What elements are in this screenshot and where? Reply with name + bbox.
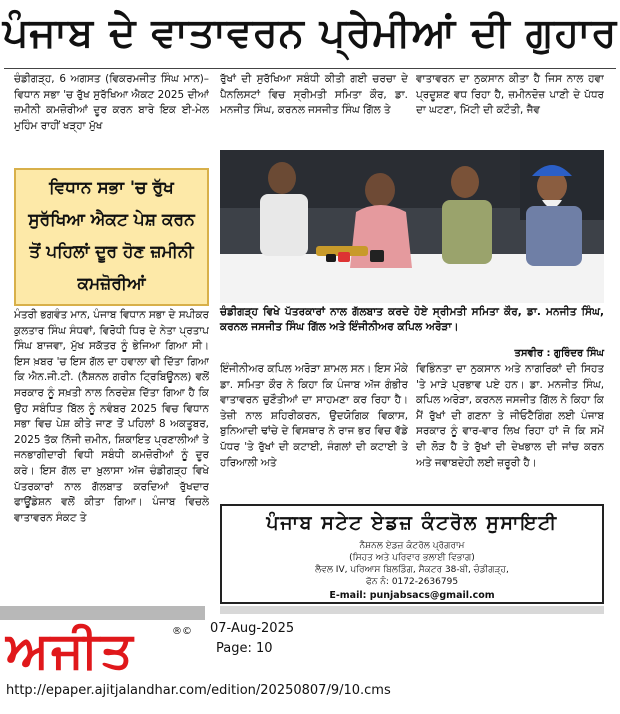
ad-phone: ਫੋਨ ਨੰ: 0172-2636795: [365, 577, 459, 587]
article-col1-bottom: ਮੰਤਰੀ ਭਗਵੰਤ ਮਾਨ, ਪੰਜਾਬ ਵਿਧਾਨ ਸਭਾ ਦੇ ਸਪੀਕਰ ਕੁਲਤਾਰ ਸਿੰਘ ਸੰਧਵਾਂ, ਵਿਰੋਧੀ ਧਿਰ ਦੇ ਨੇਤਾ ਪ੍ਰਤਾਪ ਸਿੰਘ ਬਾਜਵਾ, ਮੁੱਖ ਸਕੱਤਰ ਨੂੰ ਭੇਜਿਆ ਗਿਆ ਸੀ। ਇਸ ਖ਼ਬਰ 'ਚ ਇਸ ਗੱਲ ਦਾ ਹਵਾਲਾ ਵੀ ਦਿੱਤਾ ਗਿਆ ਕਿ ਐਨ.ਜੀ.ਟੀ. (ਨੈਸ਼ਨਲ ਗਰੀਨ ਟ੍ਰਿਬਿਊਨਲ) ਵਲੋਂ ਸਰਕਾਰ ਨੂੰ ਸਖ਼ਤੀ ਨਾਲ ਨਿਰਦੇਸ਼ ਦਿੱਤਾ ਗਿਆ ਹੈ ਕਿ ਉਹ ਸਬੰਧਿਤ ਬਿੱਲ ਨੂੰ ਨਵੰਬਰ 2025 ਵਿਚ ਵਿਧਾਨ ਸਭਾ ਵਿਚ ਪੇਸ਼ ਕੀਤੇ ਜਾਣ ਤੋਂ ਪਹਿਲਾਂ 8 ਅਕਤੂਬਰ, 2025 ਤੱਕ ਨਿੱਜੀ ਜ਼ਮੀਨ, ਸ਼ਿਕਾਇਤ ਪ੍ਰਣਾਲੀਆਂ ਤੇ ਜਨਭਾਗੀਦਾਰੀ ਵਿਧੀ ਸਬੰਧੀ ਕਮਜ਼ੋਰੀਆਂ ਨੂੰ ਦੂਰ ਕਰੇ। ਇਸ ਗੱਲ ਦਾ ਖ਼ੁਲਾਸਾ ਅੱਜ ਚੰਡੀਗੜ੍ਹ ਵਿਖੇ ਪੱਤਰਕਾਰਾਂ ਨਾਲ ਗੱਲਬਾਤ ਕਰਦਿਆਂ ਰੁੱਖਦਾਰ ਫਾਊਂਡੇਸ਼ਨ ਵਲੋਂ ਕੀਤਾ ਗਿਆ। ਪੰਜਾਬ ਵਿਚਲੇ ਵਾਤਾਵਰਨ ਸੰਕਟ ਤੇ: [14, 309, 209, 524]
aids-society-ad: [220, 504, 604, 604]
article-col2-top: ਰੁੱਖਾਂ ਦੀ ਸੁਰੱਖਿਆ ਸਬੰਧੀ ਕੀਤੀ ਗਈ ਚਰਚਾ ਦੇ ਪੈਨਲਿਸਟਾਂ ਵਿਚ ਸ੍ਰੀਮਤੀ ਸਮਿਤਾ ਕੌਰ, ਡਾ. ਮਨਜੀਤ ਸਿੰਘ, ਕਰਨਲ ਜਸਜੀਤ ਸਿੰਘ ਗਿੱਲ ਤੇ: [220, 73, 408, 117]
ad-email: [222, 590, 602, 601]
cropped-next-headline: [0, 606, 205, 620]
photo-caption: ਚੰਡੀਗੜ੍ਹ ਵਿਖੇ ਪੱਤਰਕਾਰਾਂ ਨਾਲ ਗੱਲਬਾਤ ਕਰਦੇ ਹੋਏ ਸ੍ਰੀਮਤੀ ਸਮਿਤਾ ਕੌਰ, ਡਾ. ਮਨਜੀਤ ਸਿੰਘ, ਕਰਨਲ ਜਸਜੀਤ ਸਿੰਘ ਗਿੱਲ ਅਤੇ ਇੰਜੀਨੀਅਰ ਕਪਿਲ ਅਰੋੜਾ।: [220, 306, 604, 334]
edition-date: 07-Aug-2025: [210, 621, 295, 636]
logo-registered-mark: ®©: [172, 626, 192, 637]
ad-email-address: punjabsacs@gmail.com: [369, 590, 495, 601]
ad-details: [222, 540, 602, 588]
ad-program: ਨੈਸ਼ਨਲ ਏਡਜ਼ ਕੰਟਰੋਲ ਪ੍ਰੋਗਰਾਮ: [359, 541, 465, 551]
article-col1-top: ਚੰਡੀਗੜ੍ਹ, 6 ਅਗਸਤ (ਵਿਕਰਮਜੀਤ ਸਿੰਘ ਮਾਨ)–ਵਿਧਾਨ ਸਭਾ 'ਚ ਰੁੱਖ ਸੁਰੱਖਿਆ ਐਕਟ 2025 ਦੀਆਂ ਜ਼ਮੀਨੀ ਕਮਜ਼ੋਰੀਆਂ ਦੂਰ ਕਰਨ ਬਾਰੇ ਇਕ ਈ-ਮੇਲ ਮੁਹਿੰਮ ਰਾਹੀਂ ਖੜ੍ਹਾ ਮੁੱਖ: [14, 73, 209, 132]
press-conference-photo: [220, 150, 604, 303]
article-col2-bottom: ਇੰਜੀਨੀਅਰ ਕਪਿਲ ਅਰੋੜਾ ਸ਼ਾਮਲ ਸਨ। ਇਸ ਮੌਕੇ ਡਾ. ਸਮਿਤਾ ਕੌਰ ਨੇ ਕਿਹਾ ਕਿ ਪੰਜਾਬ ਅੱਜ ਗੰਭੀਰ ਵਾਤਾਵਰਨ ਚੁਣੌਤੀਆਂ ਦਾ ਸਾਹਮਣਾ ਕਰ ਰਿਹਾ ਹੈ। ਤੇਜ਼ੀ ਨਾਲ ਸ਼ਹਿਰੀਕਰਨ, ਉਦਯੋਗਿਕ ਵਿਕਾਸ, ਬੁਨਿਆਦੀ ਢਾਂਚੇ ਦੇ ਵਿਸਥਾਰ ਨੇ ਰਾਜ ਭਰ ਵਿਚ ਵੱਡੇ ਪੱਧਰ 'ਤੇ ਰੁੱਖਾਂ ਦੀ ਕਟਾਈ, ਜੰਗਲਾਂ ਦੀ ਕਟਾਈ ਤੇ ਹਰਿਆਲੀ ਅਤੇ: [220, 363, 408, 469]
edition-page: Page: 10: [216, 641, 273, 656]
ajit-logo: ਅਜੀਤ: [6, 621, 135, 679]
ad-title: ਪੰਜਾਬ ਸਟੇਟ ਏਡਜ਼ ਕੰਟਰੋਲ ਸੁਸਾਇਟੀ: [266, 512, 558, 534]
subheadline-box: ਵਿਧਾਨ ਸਭਾ 'ਚ ਰੁੱਖ ਸੁਰੱਖਿਆ ਐਕਟ ਪੇਸ਼ ਕਰਨ ਤੋਂ ਪਹਿਲਾਂ ਦੂਰ ਹੋਣ ਜ਼ਮੀਨੀ ਕਮਜ਼ੋਰੀਆਂ: [14, 168, 209, 306]
ad-email-label: E-mail:: [329, 590, 367, 601]
headline-rule: [4, 68, 616, 69]
headline: ਪੰਜਾਬ ਦੇ ਵਾਤਾਵਰਨ ਪ੍ਰੇਮੀਆਂ ਦੀ ਗੁਹਾਰ: [2, 10, 618, 56]
article-col3-bottom: ਵਿਭਿੰਨਤਾ ਦਾ ਨੁਕਸਾਨ ਅਤੇ ਨਾਗਰਿਕਾਂ ਦੀ ਸਿਹਤ 'ਤੇ ਮਾੜੇ ਪ੍ਰਭਾਵ ਪਏ ਹਨ। ਡਾ. ਮਨਜੀਤ ਸਿੰਘ, ਕਪਿਲ ਅਰੋੜਾ, ਕਰਨਲ ਜਸਜੀਤ ਗਿੱਲ ਨੇ ਕਿਹਾ ਕਿ ਮੈਂ ਰੁੱਖਾਂ ਦੀ ਗਣਨਾ ਤੇ ਜੀਓਟੈਗਿੰਗ ਲਈ ਪੰਜਾਬ ਸਰਕਾਰ ਨੂੰ ਵਾਰ-ਵਾਰ ਲਿਖ ਰਿਹਾ ਹਾਂ ਜੋ ਕਿ ਸਮੇਂ ਦੀ ਲੋੜ ਹੈ ਤੇ ਰੁੱਖਾਂ ਦੀ ਦੇਖਭਾਲ ਦੀ ਜਾਂਚ ਕਰਨ ਅਤੇ ਜਵਾਬਦੇਹੀ ਲਈ ਜ਼ਰੂਰੀ ਹੈ।: [416, 363, 604, 469]
photo-credit: ਤਸਵੀਰ : ਗੁਰਿੰਦਰ ਸਿੰਘ: [514, 348, 604, 359]
article-col3-top: ਵਾਤਾਵਰਨ ਦਾ ਨੁਕਸਾਨ ਕੀਤਾ ਹੈ ਜਿਸ ਨਾਲ ਹਵਾ ਪ੍ਰਦੂਸ਼ਣ ਵਧ ਰਿਹਾ ਹੈ, ਜ਼ਮੀਨਦੋਜ਼ ਪਾਣੀ ਦੇ ਪੱਧਰ ਦਾ ਘਟਣਾ, ਮਿੱਟੀ ਦੀ ਕਟੌਤੀ, ਜੈਵ: [416, 73, 604, 117]
cropped-next-content: [220, 606, 604, 614]
ad-address: ਲੈਵਲ IV, ਪਰਿਆਸ ਬਿਲਡਿੰਗ, ਸੈਕਟਰ 38-ਬੀ, ਚੰਡੀਗੜ੍ਹ,: [315, 565, 509, 575]
ad-department: (ਸਿਹਤ ਅਤੇ ਪਰਿਵਾਰ ਭਲਾਈ ਵਿਭਾਗ): [349, 553, 475, 563]
source-url[interactable]: http://epaper.ajitjalandhar.com/edition/20250807/9/10.cms: [6, 683, 391, 698]
press-photo-illustration: [220, 150, 604, 303]
